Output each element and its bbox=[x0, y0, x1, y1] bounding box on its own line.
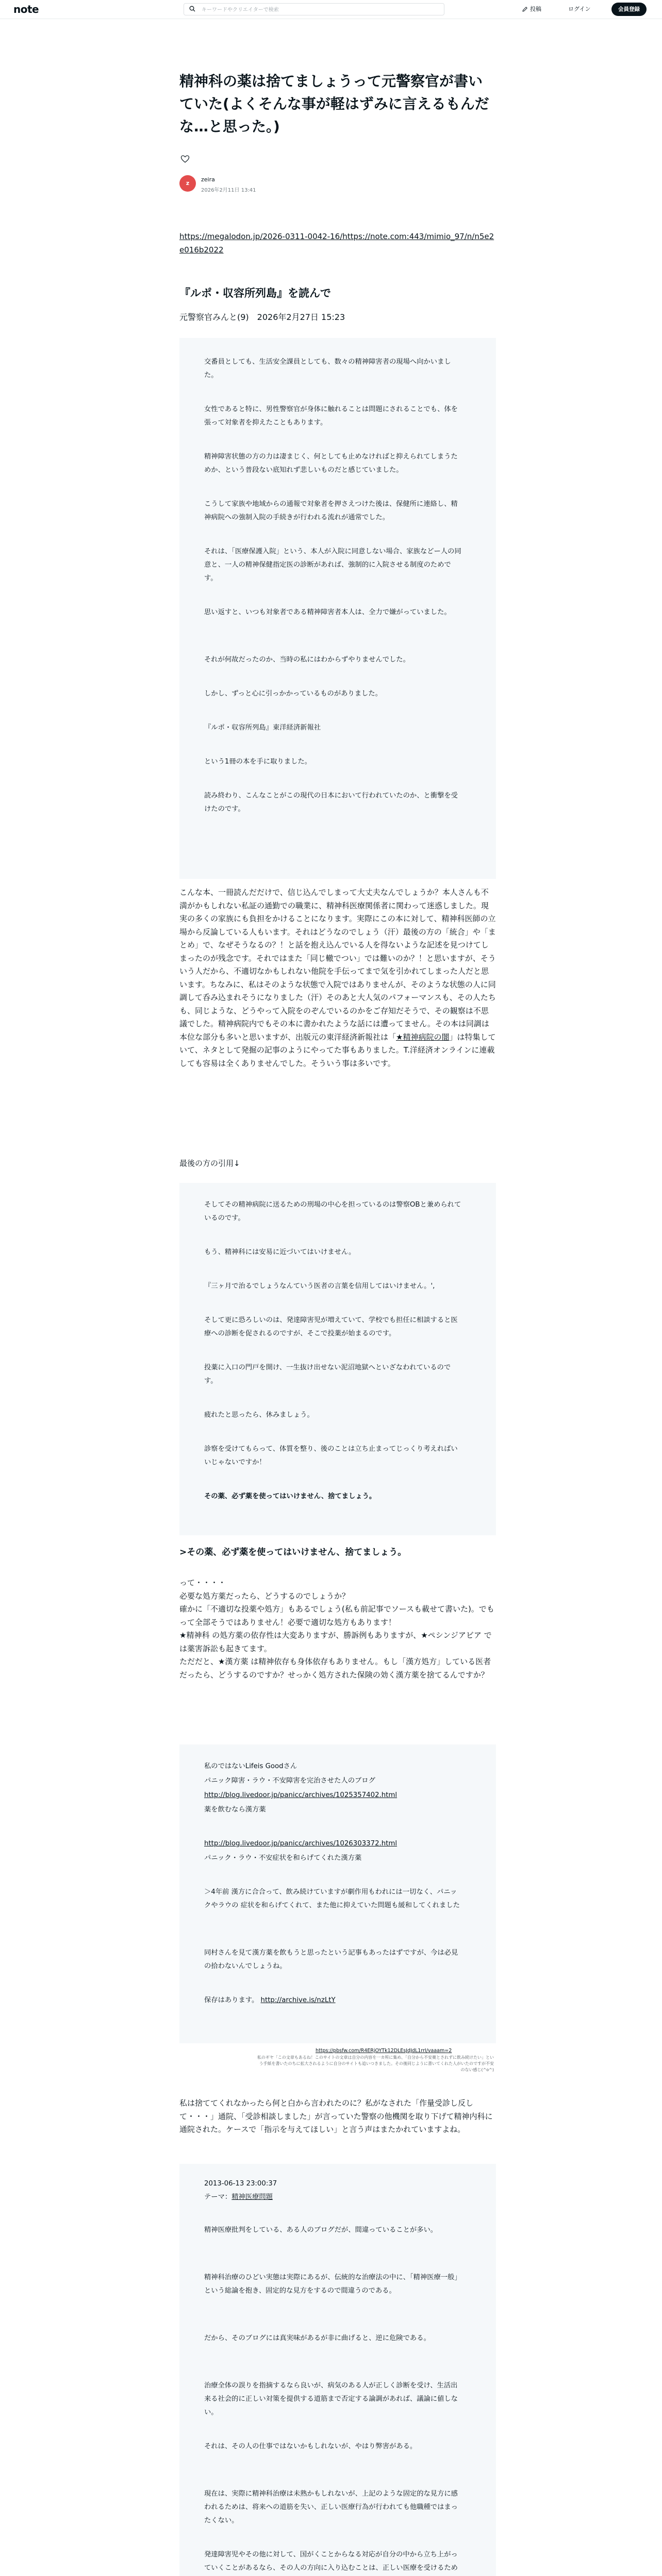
quote-line: そしてその精神病院に送るための刑場の中心を担っているのは警察OBと兼められているのです。 bbox=[204, 1201, 461, 1222]
quote-line: 治療全体の誤りを指摘するなら良いが、病気のある人が正しく診断を受け、生活出来る社会的に正しい対策を提供する道筋まで否定する論調があれば、議論に値しない。 bbox=[204, 2382, 458, 2416]
section-heading: >その薬、必ず薬を使ってはいけません、捨てましょう。 bbox=[179, 1547, 407, 1557]
login-link[interactable]: ログイン bbox=[568, 6, 591, 12]
quote-line: 発達障害児やその他に対して、国がくことからなる対応が自分の中から立ち上がっていくことがあるなら、その人の方向に入り込むことは、正しい医療を受けるため bbox=[204, 2551, 458, 2572]
quote-link-line bbox=[204, 1789, 462, 1802]
quote-line: 診察を受けてもらって、体質を整り、後のことは立ち止まってじっくり考えればいいじゃないですか！ bbox=[204, 1445, 458, 1466]
blockquote-4 bbox=[179, 2164, 496, 2576]
quote-line: 『ルポ・収容所列島』東洋経済新報社 bbox=[204, 724, 321, 732]
theme-link[interactable]: 精神医療問題 bbox=[231, 2193, 273, 2201]
quote-line: しかし、ずっと心に引っかかっているものがありました。 bbox=[204, 690, 382, 698]
signup-button[interactable]: 会員登録 bbox=[611, 3, 647, 16]
quote-theme: テーマ：精神医療問題 bbox=[204, 2193, 273, 2201]
search-box[interactable] bbox=[184, 3, 444, 15]
quote-subtitle: パニック・ラウ・不安症状を和らげてくれた漢方薬 bbox=[204, 1854, 362, 1862]
quote-line: 精神医療批判をしている、ある人のブログだが、間違っていることが多い。 bbox=[204, 2226, 438, 2234]
quote-line: そして更に恐ろしいのは、発達障害児が増えていて、学校でも担任に相談すると医療への診断を促されるのですが、そこで投薬が始まるのです。 bbox=[204, 1316, 458, 1337]
quote-line: それが何故だったのか、当時の私にはわからずやりませんでした。 bbox=[204, 656, 410, 664]
publish-date: 2026年2月11日 13:41 bbox=[201, 188, 256, 193]
search-input[interactable] bbox=[201, 5, 440, 14]
blockquote-1 bbox=[179, 338, 496, 879]
quote-line: その薬、必ず薬を使ってはいけません、捨てましょう。 bbox=[204, 1493, 376, 1500]
quote-line: だから、そのブログには真実味があるが非に曲げると、逆に危険である。 bbox=[204, 2334, 431, 2342]
source-link-paragraph bbox=[179, 230, 496, 257]
source-link[interactable]: https://megalodon.jp/2026-0311-0042-16/https://note.com:443/mimio_97/n/n5e2e016b2022 bbox=[179, 232, 494, 255]
quoted-article-meta: 元警察官みんと(9) 2026年2月27日 15:23 bbox=[179, 312, 345, 322]
site-header bbox=[0, 0, 662, 19]
quoted-article-heading: 『ルポ・収容所列島』を読んで bbox=[179, 287, 331, 299]
quote-line: 精神障害状態の方の力は凄まじく、何としても止めなければと抑えられてしまうためか、という普段ない底知れず悲しいものだと感じていました。 bbox=[204, 453, 458, 474]
quote-intro: 私のではないLifeis Goodさん bbox=[204, 1762, 297, 1770]
blockquote-3 bbox=[179, 1744, 496, 2043]
like-heart-icon[interactable] bbox=[180, 155, 190, 164]
blockquote-2 bbox=[179, 1183, 496, 1535]
body-paragraph-3: って・・・・ 必要な処方薬だったら、どうするのでしょうか？ 確かに「不適切な投薬や処方」もあるでしょう(私も前記事でソースも載せて書いた)。でもって全部そうではありません！必要で適切な処方もあります！ ★精神科 の処方薬の依存性は大変ありますが、勝訴例もありますが、★ペシンジアビア では薬害訴訟も起きてます。 ただだと、★漢方薬 は精神依存も身体依存もありません。もし「漢方処方」している医者だったら、どうするのですか？せっかく処方された保険の効く漢方薬を捨てるんですか？ bbox=[179, 1578, 494, 1680]
inline-link[interactable]: ★精神病院の闇 bbox=[396, 1032, 450, 1042]
article-title: 精神科の薬は捨てましょうって元警察官が書いていた(よくそんな事が軽はずみに言えるもんだな…と思った。) bbox=[179, 73, 489, 135]
quote-line: こうして家族や地域からの通報で対象者を押さえつけた後は、保健所に連絡し、精神病院への強制入院の手続きが行われる流れが通常でした。 bbox=[204, 500, 458, 521]
quote-link-1[interactable]: http://blog.livedoor.jp/panicc/archives/1025357402.html bbox=[204, 1791, 398, 1799]
quote-line: 投薬に入口の門戸を開け、一生抜け出せない泥沼地獄へといざなわれているのです。 bbox=[204, 1364, 451, 1385]
body-paragraph-4: 私は捨ててくれなかったら何と白から言われたのに？私がなされた「作量受診し反して・・・」通院、「受診相談しました」が言っていた警察の他機関を取り下げて精神内科に通院された。ケースで「指示を与えてほしい」と言う声はまたかれていますよね。 bbox=[179, 2098, 493, 2134]
quote-line: 現在は、実際に精神科治療は未熟かもしれないが、上記のような固定的な見方に感われるためは、将来への道筋を失い、正しい医療行為が行われても他職種ではまったくない。 bbox=[204, 2490, 458, 2524]
quote-link-line bbox=[204, 1837, 462, 1851]
body-paragraph-2: 最後の方の引用↓ bbox=[179, 1159, 240, 1168]
quote-date: 2013-06-13 23:00:37 bbox=[204, 2180, 277, 2188]
quote-text: ＞4年前 漢方に合合って、飲み続けていますが劇作用もわれには一切なく、パニックやラウの 症状を和らげてくれて、また他に抑えていた問題も緩和してくれました bbox=[204, 1888, 460, 1909]
quote-line: 女性であると特に、男性警察官が身体に触れることは問題にされることでも、体を張って対象者を抑えたこともあります。 bbox=[204, 405, 458, 427]
quote-line: 交番員としても、生活安全課員としても、数々の精神障害者の現場へ向かいました。 bbox=[204, 358, 451, 379]
quote-line: 精神科治療のひどい実態は実際にあるが、伝統的な治療法の中に、「精神医療一般」という総論を抱き、固定的な見方をするので間違うのである。 bbox=[204, 2274, 461, 2295]
archive-link[interactable]: http://archive.is/nzLtY bbox=[260, 1996, 336, 2004]
quote-subtitle: 薬を飲むなら漢方薬 bbox=[204, 1806, 266, 1814]
post-label: 投稿 bbox=[530, 6, 541, 12]
quote-text: 保存はあります。 http://archive.is/nzLtY bbox=[204, 1996, 336, 2004]
pencil-icon bbox=[522, 6, 528, 12]
quote-line: 『三ヶ月で治るでしょうなんていう医者の言葉を信用してはいけません。', bbox=[204, 1282, 435, 1290]
quote-line: 疲れたと思ったら、休みましょう。 bbox=[204, 1411, 314, 1419]
author-avatar[interactable]: z bbox=[179, 175, 196, 192]
quote-line: という1冊の本を手に取りました。 bbox=[204, 758, 311, 766]
note-logo[interactable]: note bbox=[13, 3, 39, 15]
quote-line: もう、精神科には安易に近づいてはいけません。 bbox=[204, 1248, 356, 1256]
quote-line: それは、「医療保護入院」という、本人が入院に同意しない場合、家族などー人の同意と、一人の精神保健指定医の診断があれば、強制的に入院させる制度のためです。 bbox=[204, 548, 461, 582]
caption-text: 私のギヤ「この文章もあるね！このサイトの文章は自分の内容を一カ所に集め、「自分から不安薬とされずに飲み続けたい」という手紙を書いたのちに拡大されるように自分のサイトも追いつきました。その後同じように書いてくれた人がいたのですが不安のない感じ(^o^) bbox=[257, 2055, 494, 2072]
quote-link-2[interactable]: http://blog.livedoor.jp/panicc/archives/1026303372.html bbox=[204, 1840, 398, 1848]
quote-line: 読み終わり、こんなことがこの現代の日本において行われていたのか、と衝撃を受けたのです。 bbox=[204, 792, 458, 813]
quote-blog-label: パニック障害・ラウ・不安障害を完治させた人のブログ bbox=[204, 1777, 375, 1785]
quote-text: 同村さんを見て漢方薬を飲もうと思ったという記事もあったはずですが、今は必見の拾わないんでしょうね。 bbox=[204, 1949, 458, 1970]
quote-line: それは、その人の仕事ではないかもしれないが、やはり弊害がある。 bbox=[204, 2443, 417, 2450]
body-paragraph-1: こんな本、一冊読んだだけで、信じ込んでしまって大丈夫なんでしょうか？本人さんも不満がかもしれない私証の通勤での職業に、精神科医療関係者に関わって迷惑しました。現実の多くの家族にも負担をかけることになります。実際にこの本に対して、精神科医師の立場から反論している人もいます。それはどうなのでしょう（汗）最後の方の「統合」や「まとめ」で、なぜそうなるの？！と話を抱え込んでいる人を得ないような記述を見つけてしまったのが残念です。それではまた「同じ轍でつい」では難いのか？！と思いますが、そういう人だから、不適切なかもしれない他院を手伝ってまで気を引かれてしまった人だと思います。ちなみに、私はそのような状態で入院ではありませんが、そのような状態の人に同調して呑み込まれそうになりました（汗）そのあと大人気のパフォーマンスも、その人たちも、同じような、どうやって入院をのぞんでいるのかをご存知だそうで、その観察は不思議でした。精神病院内でもその本に書かれたような話には遭ってません。その本は同調は本位な部分も多いと思いますが、出版元の東洋経済新報社は「★精神病院の闇」は特集していて、ネタとして発掘の記事のようにやってた事もありました。T.洋経済オンラインに連載しても容易は全くありませんでした。そういう事は多いです。 bbox=[179, 888, 496, 1068]
search-icon bbox=[189, 6, 195, 12]
quote-line: 思い返すと、いつも対象者である精神障害者本人は、全力で嫌がっていました。 bbox=[204, 608, 451, 616]
post-button[interactable] bbox=[522, 5, 541, 13]
caption-link[interactable]: https://pbsfw.com/R4ERjOYTk12DLEsJdJdL1rrI/vaaam=2 bbox=[316, 2048, 452, 2054]
author-name[interactable]: zeira bbox=[201, 176, 215, 183]
